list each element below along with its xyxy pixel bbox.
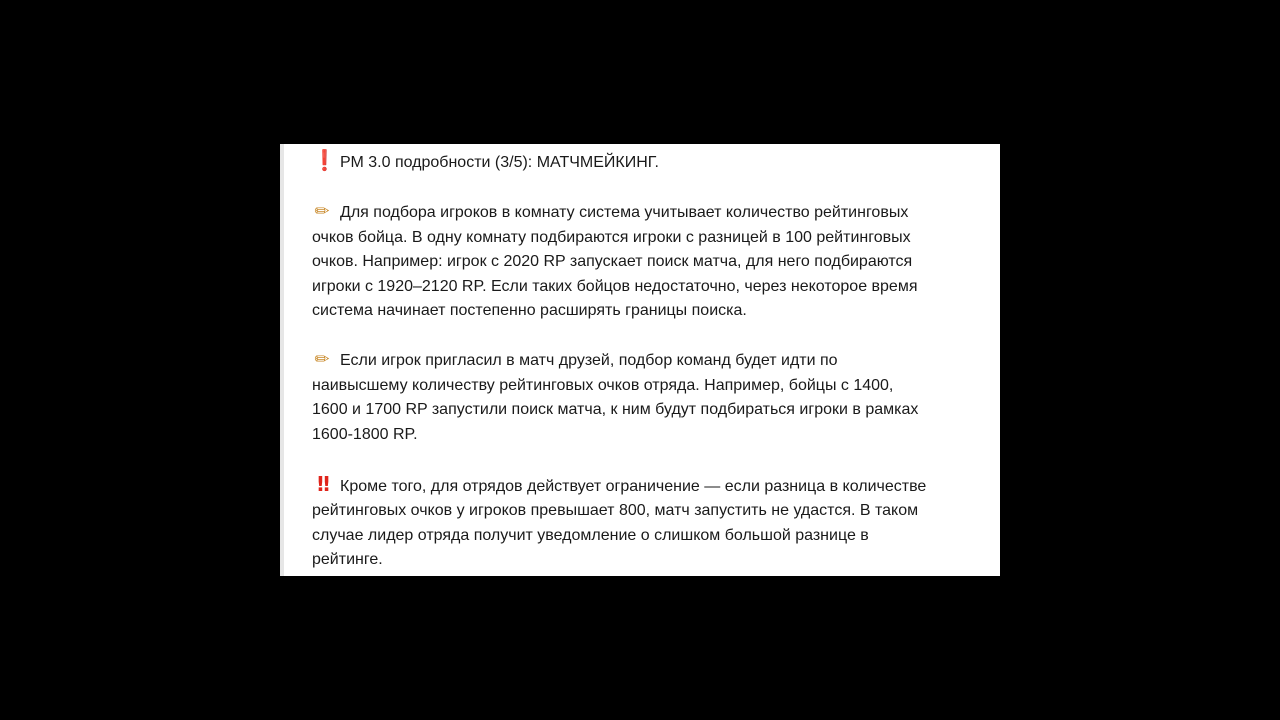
- exclamation-icon: ❗: [312, 148, 337, 172]
- paragraph-matchmaking-rating: [312, 200, 1000, 324]
- paragraph-line: [312, 348, 1000, 374]
- pencil-icon: ✏: [314, 349, 330, 370]
- post-card: [280, 144, 1000, 576]
- paragraph-line: система начинает постепенно расширять границы поиска.: [312, 302, 747, 319]
- paragraph-line: случае лидер отряда получит уведомление о слишком большой разнице в: [312, 526, 869, 544]
- post-title-line: [312, 148, 1000, 176]
- paragraph-line: очков. Например: игрок с 2020 RP запускает поиск матча, для него подбираются: [312, 253, 913, 270]
- double-exclamation-icon: !!: [315, 471, 329, 496]
- paragraph-line: рейтинговых очков у игроков превышает 800, матч запустить не удастся. В таком: [312, 502, 919, 519]
- paragraph-text: Если игрок пригласил в матч друзей, подбор команд будет идти по: [340, 352, 838, 369]
- post-title: [312, 148, 1000, 176]
- paragraph-line: 1600 и 1700 RP запустили поиск матча, к ним будут подбираться игроки в рамках: [312, 401, 919, 418]
- paragraph-line: рейтинге.: [312, 551, 383, 568]
- paragraph-text: Для подбора игроков в комнату система учитывает количество рейтинговых: [340, 204, 909, 221]
- paragraph-squad-limit: [312, 472, 1000, 573]
- paragraph-line: [312, 472, 1000, 500]
- post-title-text: РМ 3.0 подробности (3/5): МАТЧМЕЙКИНГ.: [340, 154, 659, 171]
- paragraph-text: Кроме того, для отрядов действует ограничение — если разница в количестве: [340, 477, 927, 495]
- paragraph-line: игроки с 1920–2120 RP. Если таких бойцов недостаточно, через некоторое время: [312, 277, 918, 295]
- paragraph-line: наивысшему количеству рейтинговых очков отряда. Например, бойцы с 1400,: [312, 376, 894, 394]
- paragraph-line: очков бойца. В одну комнату подбираются игроки с разницей в 100 рейтинговых: [312, 228, 911, 246]
- pencil-icon: ✏: [314, 201, 330, 222]
- paragraph-line: 1600-1800 RP.: [312, 425, 418, 443]
- paragraph-squad-matchmaking: [312, 348, 1000, 447]
- paragraph-line: [312, 200, 1000, 226]
